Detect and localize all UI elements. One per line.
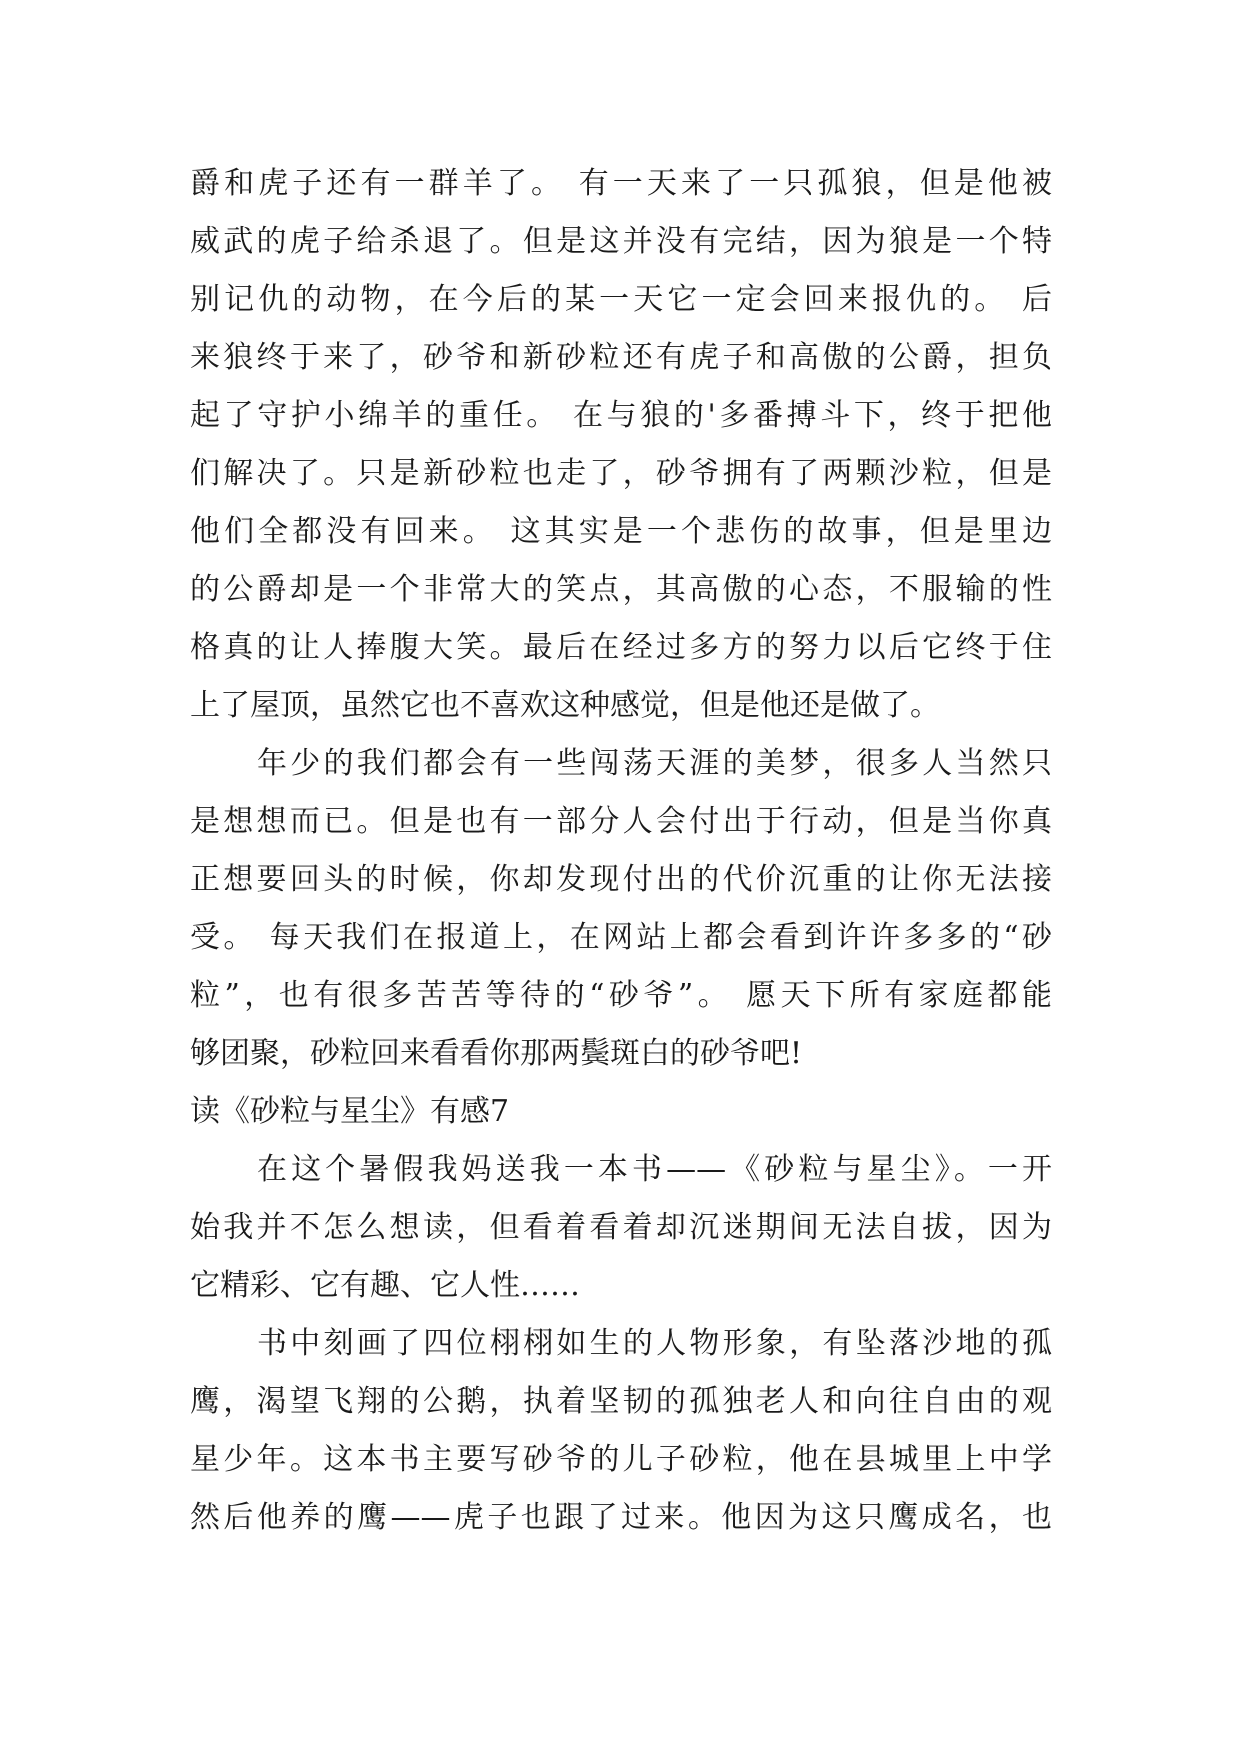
text-line: 始我并不怎么想读，但看着看着却沉迷期间无法自拔，因为 <box>190 1210 1052 1245</box>
paragraph-first-line: 在这个暑假我妈送我一本书——《砂粒与星尘》。一开 <box>257 1152 1052 1187</box>
text-line: 爵和虎子还有一群羊了。 有一天来了一只孤狼，但是他被 <box>190 166 1052 201</box>
text-line: 正想要回头的时候，你却发现付出的代价沉重的让你无法接 <box>190 862 1052 897</box>
text-line: 来狼终于来了，砂爷和新砂粒还有虎子和高傲的公爵，担负 <box>190 340 1052 375</box>
text-line: 们解决了。只是新砂粒也走了，砂爷拥有了两颗沙粒，但是 <box>190 456 1052 491</box>
text-line: 别记仇的动物，在今后的某一天它一定会回来报仇的。 后 <box>190 282 1052 317</box>
text-line: 星少年。这本书主要写砂爷的儿子砂粒，他在县城里上中学 <box>190 1442 1052 1477</box>
text-line: 他们全都没有回来。 这其实是一个悲伤的故事，但是里边 <box>190 514 1052 549</box>
paragraph-first-line: 书中刻画了四位栩栩如生的人物形象，有坠落沙地的孤 <box>257 1326 1052 1361</box>
text-line: 受。 每天我们在报道上，在网站上都会看到许许多多的“砂 <box>190 920 1052 955</box>
text-line: 的公爵却是一个非常大的笑点，其高傲的心态，不服输的性 <box>190 572 1052 607</box>
text-line: 粒”，也有很多苦苦等待的“砂爷”。 愿天下所有家庭都能 <box>190 978 1052 1013</box>
text-line: 格真的让人捧腹大笑。最后在经过多方的努力以后它终于住 <box>190 630 1052 665</box>
text-line: 威武的虎子给杀退了。但是这并没有完结，因为狼是一个特 <box>190 224 1052 259</box>
text-line: 然后他养的鹰——虎子也跟了过来。他因为这只鹰成名，也 <box>190 1500 1052 1535</box>
text-line: 它精彩、它有趣、它人性…… <box>190 1268 580 1303</box>
text-line: 是想想而已。但是也有一部分人会付出于行动，但是当你真 <box>190 804 1052 839</box>
section-heading: 读《砂粒与星尘》有感7 <box>190 1094 510 1129</box>
text-line: 起了守护小绵羊的重任。 在与狼的'多番搏斗下，终于把他 <box>190 398 1052 433</box>
paragraph-first-line: 年少的我们都会有一些闯荡天涯的美梦，很多人当然只 <box>257 746 1052 781</box>
text-line: 够团聚，砂粒回来看看你那两鬓斑白的砂爷吧! <box>190 1036 803 1071</box>
text-line: 上了屋顶，虽然它也不喜欢这种感觉，但是他还是做了。 <box>190 688 940 723</box>
text-line: 鹰，渴望飞翔的公鹅，执着坚韧的孤独老人和向往自由的观 <box>190 1384 1052 1419</box>
